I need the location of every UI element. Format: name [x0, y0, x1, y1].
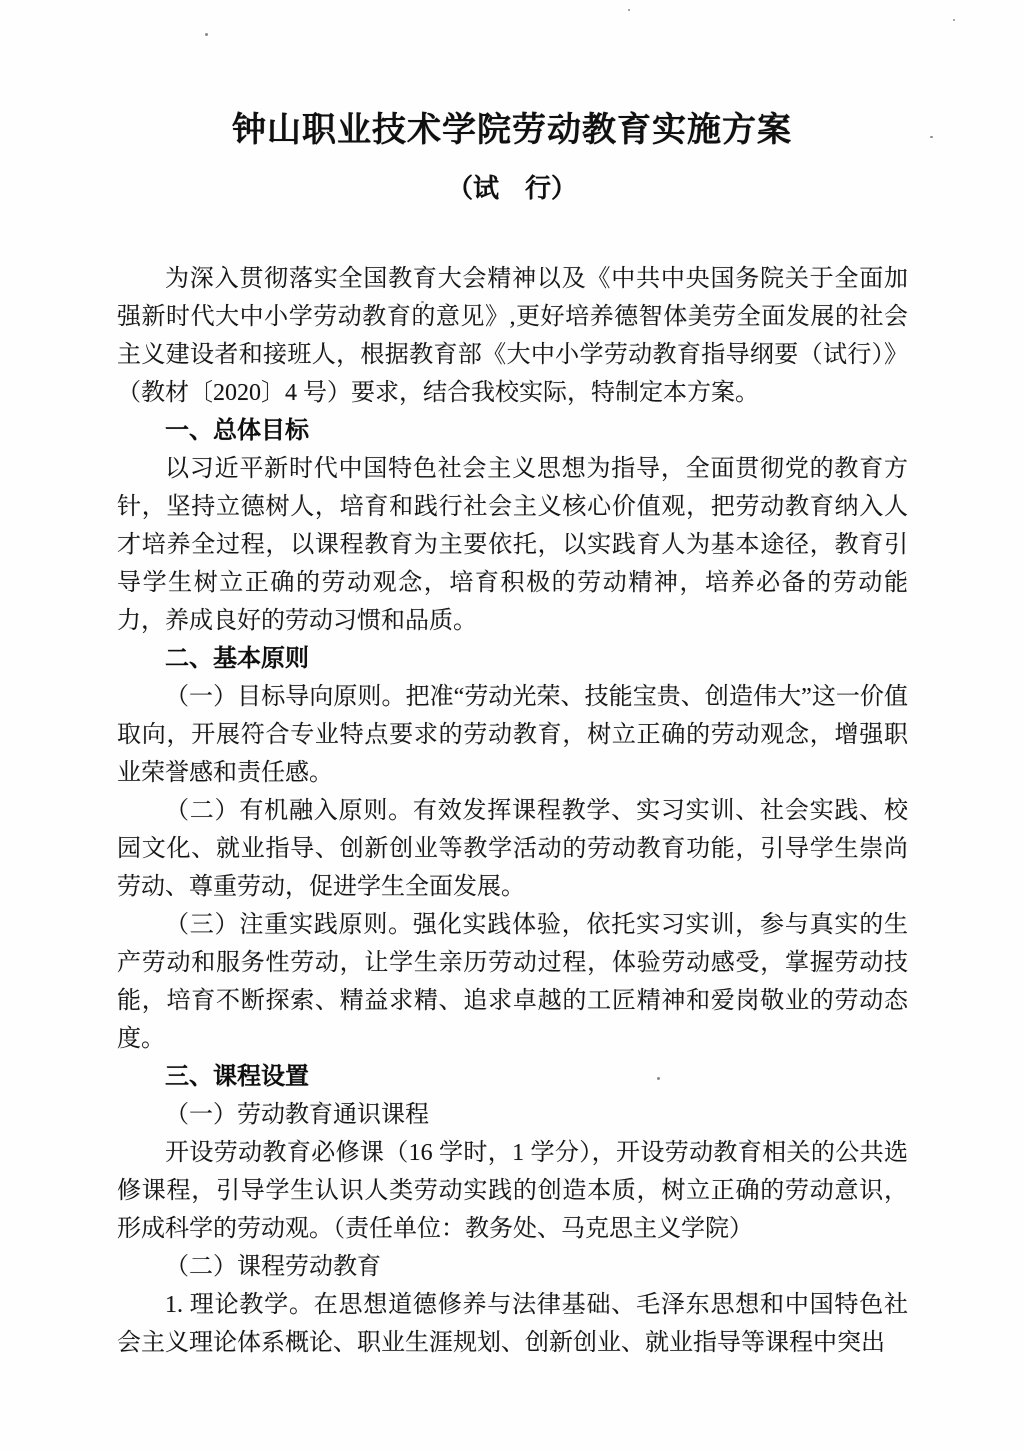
paragraph-overall-goal: 以习近平新时代中国特色社会主义思想为指导，全面贯彻党的教育方针，坚持立德树人，培育和践行社会主义核心价值观，把劳动教育纳入人才培养全过程，以课程教育为主要依托，以实践育人为基本途径，教育引导学生树立正确的劳动观念，培育积极的劳动精神，培养必备的劳动能力，养成良好的劳动习惯和品质。 — [117, 456, 908, 634]
paragraph-principle-2: （二）有机融入原则。有效发挥课程教学、实习实训、社会实践、校园文化、就业指导、创新创业等教学活动的劳动教育功能，引导学生崇尚劳动、尊重劳动，促进学生全面发展。 — [117, 798, 908, 900]
subheading-course-labor-education: （二）课程劳动教育 — [165, 1254, 381, 1280]
scan-speck — [930, 136, 933, 138]
scan-speck — [657, 1077, 660, 1080]
section-heading-curriculum: 三、课程设置 — [165, 1064, 309, 1090]
scan-speck — [205, 33, 208, 36]
paragraph-preamble: 为深入贯彻落实全国教育大会精神以及《中共中央国务院关于全面加强新时代大中小学劳动教育的意见》,更好培养德智体美劳全面发展的社会主义建设者和接班人，根据教育部《大中小学劳动教育指导纲要（试行）》（教材〔2020〕4 号）要求，结合我校实际，特制定本方案。 — [117, 266, 908, 406]
document-subtitle: （试 行） — [446, 174, 577, 203]
document-title: 钟山职业技术学院劳动教育实施方案 — [232, 112, 792, 149]
scan-speck — [953, 19, 955, 21]
subheading-general-course: （一）劳动教育通识课程 — [165, 1102, 429, 1128]
section-heading-overall-goal: 一、总体目标 — [165, 418, 309, 444]
paragraph-general-course: 开设劳动教育必修课（16 学时，1 学分），开设劳动教育相关的公共选修课程，引导学生认识人类劳动实践的创造本质，树立正确的劳动意识，形成科学的劳动观。（责任单位：教务处、马克思主义学院） — [117, 1140, 908, 1242]
paragraph-principle-1: （一）目标导向原则。把准“劳动光荣、技能宝贵、创造伟大”这一价值取向，开展符合专业特点要求的劳动教育，树立正确的劳动观念，增强职业荣誉感和责任感。 — [117, 684, 908, 786]
document-body — [117, 260, 908, 1362]
section-heading-basic-principles: 二、基本原则 — [165, 646, 309, 672]
scan-speck — [628, 9, 630, 11]
paragraph-principle-3: （三）注重实践原则。强化实践体验，依托实习实训，参与真实的生产劳动和服务性劳动，让学生亲历劳动过程，体验劳动感受，掌握劳动技能，培育不断探索、精益求精、追求卓越的工匠精神和爱岗敬业的劳动态度。 — [117, 912, 908, 1052]
paragraph-theory-teaching: 1. 理论教学。在思想道德修养与法律基础、毛泽东思想和中国特色社会主义理论体系概论、职业生涯规划、创新创业、就业指导等课程中突出 — [117, 1292, 908, 1356]
scan-speck — [421, 301, 424, 303]
